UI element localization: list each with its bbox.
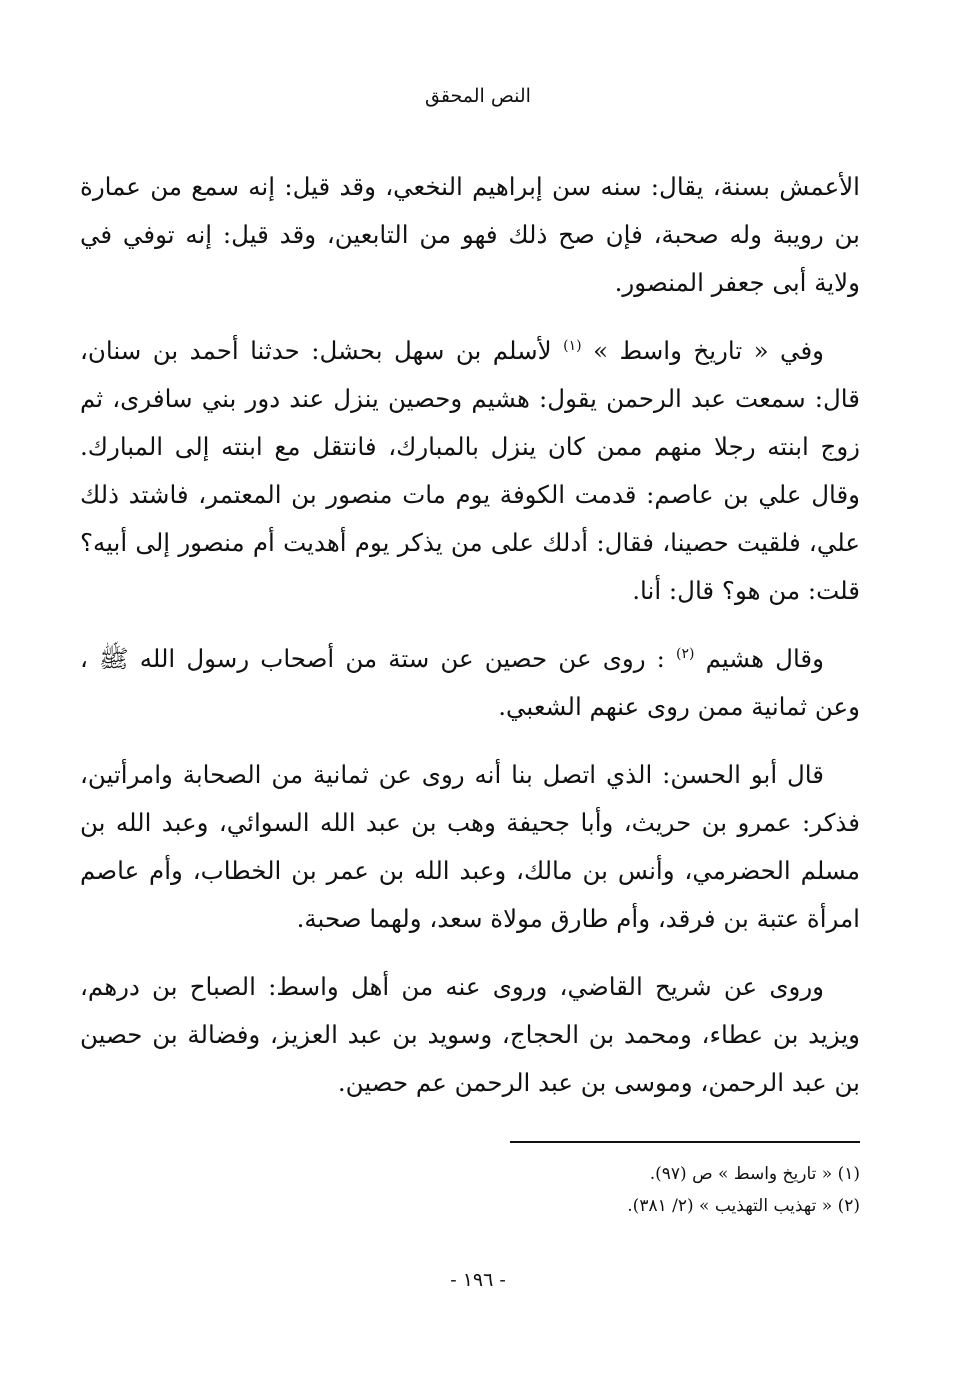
footnotes	[80, 1158, 860, 1222]
paragraph-2	[80, 327, 860, 615]
footnote-marker-1[interactable]: (١)	[563, 337, 582, 354]
running-header: النص المحقق	[425, 85, 531, 107]
paragraph-text: قال أبو الحسن: الذي اتصل بنا أنه روى عن ثمانية من الصحابة وامرأتين، فذكر: عمرو بن حريث، وأبا جحيفة وهب بن عبد الله السوائي، وعبد الله بن مسلم الحضرمي، وأنس بن مالك، وعبد الله بن عمر بن الخطاب، وأم عاصم امرأة عتبة بن فرقد، وأم طارق مولاة سعد، ولهما صحبة.	[80, 760, 860, 933]
paragraph-text-after-note: لأسلم بن سهل بحشل: حدثنا أحمد بن سنان، قال: سمعت عبد الرحمن يقول: هشيم وحصين ينزل عند دور بني سافرى، ثم زوج ابنته رجلا منهم ممن كان ينزل بالمبارك، فانتقل مع ابنته إلى المبارك. وقال علي بن عاصم: قدمت الكوفة يوم مات منصور بن المعتمر، فاشتد ذلك علي، فلقيت حصينا، فقال: أدلك على من يذكر يوم أهديت أم منصور إلى أبيه؟ قلت: من هو؟ قال: أنا.	[80, 336, 860, 605]
paragraph-text-after-note: : روى عن حصين عن ستة من أصحاب رسول الله ﷺ ، وعن ثمانية ممن روى عنهم الشعبي.	[80, 644, 860, 721]
paragraph-text: وروى عن شريح القاضي، وروى عنه من أهل واسط: الصباح بن درهم، ويزيد بن عطاء، ومحمد بن الحجاج، وسويد بن عبد العزيز، وفضالة بن حصين بن عبد الرحمن، وموسى بن عبد الرحمن عم حصين.	[80, 972, 860, 1097]
paragraph-3	[80, 635, 860, 731]
paragraph-5	[80, 963, 860, 1107]
footnote-2: (٢) « تهذيب التهذيب » (٢/ ٣٨١).	[627, 1196, 860, 1216]
footnote-1: (١) « تاريخ واسط » ص (٩٧).	[649, 1164, 860, 1184]
paragraph-4	[80, 751, 860, 943]
paragraph-text: الأعمش بسنة، يقال: سنه سن إبراهيم النخعي، وقد قيل: إنه سمع من عمارة بن رويبة وله صحبة، فإن صح ذلك فهو من التابعين، وقد قيل: إنه توفي في ولاية أبى جعفر المنصور.	[80, 172, 860, 297]
page-number: - ١٩٦ -	[450, 1269, 506, 1291]
main-text	[80, 163, 860, 1127]
paragraph-text-before-note: وفي « تاريخ واسط »	[593, 336, 825, 365]
paragraph-text-before-note: وقال هشيم	[705, 644, 824, 673]
footnote-marker-2[interactable]: (٢)	[676, 645, 695, 662]
footnote-divider	[510, 1141, 860, 1143]
paragraph-1	[80, 163, 860, 307]
